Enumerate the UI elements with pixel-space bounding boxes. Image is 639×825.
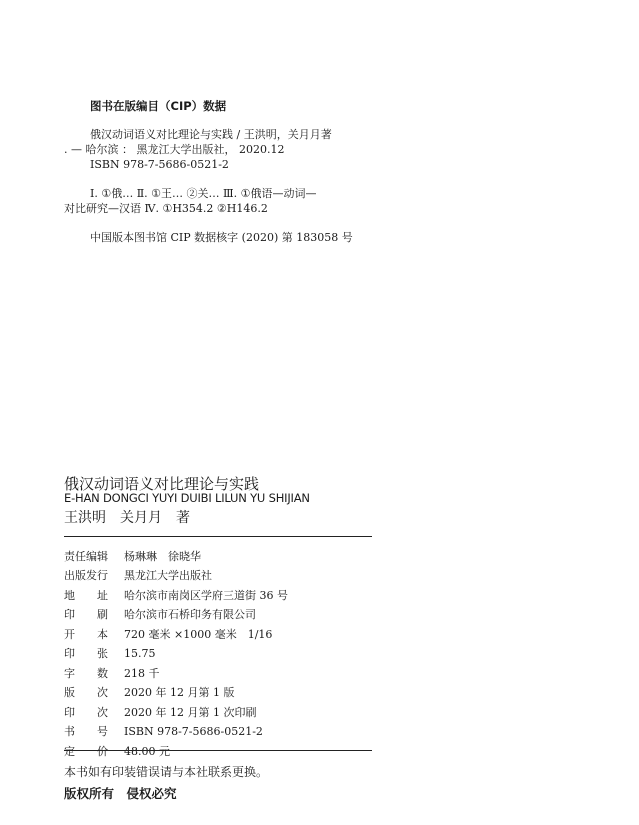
info-row-isbn	[64, 722, 288, 742]
info-value: 黑龙江大学出版社	[124, 569, 212, 583]
info-value: 720 毫米 ×1000 毫米 1/16	[124, 627, 273, 641]
publication-info-table	[64, 546, 288, 761]
info-label: 书 号	[64, 725, 108, 739]
info-label: 责任编辑	[64, 549, 108, 563]
info-row-format	[64, 624, 288, 644]
info-value: 48.00 元	[124, 744, 170, 758]
cip-classification-line-1: Ⅰ. ①俄… Ⅱ. ①王… ②关… Ⅲ. ①俄语—动词—	[90, 187, 317, 200]
cip-heading: 图书在版编目（CIP）数据	[90, 99, 227, 113]
cip-approval-number: 中国版本图书馆 CIP 数据核字 (2020) 第 183058 号	[90, 231, 353, 244]
book-title-pinyin: E-HAN DONGCI YUYI DUIBI LILUN YU SHIJIAN	[64, 491, 310, 505]
info-label: 开 本	[64, 627, 108, 641]
info-label: 定 价	[64, 744, 108, 758]
info-label: 印 次	[64, 705, 108, 719]
divider-top	[64, 536, 372, 537]
info-label: 版 次	[64, 686, 108, 700]
info-row-sheets	[64, 644, 288, 664]
cip-title-line: 俄汉动词语义对比理论与实践 / 王洪明，关月月著	[90, 128, 332, 141]
info-row-printer	[64, 605, 288, 625]
info-value: 218 千	[124, 666, 160, 680]
info-row-publisher	[64, 566, 288, 586]
replacement-notice: 本书如有印装错误请与本社联系更换。	[64, 765, 269, 779]
info-value: 2020 年 12 月第 1 次印刷	[124, 705, 257, 719]
info-row-word-count	[64, 663, 288, 683]
info-row-printing	[64, 702, 288, 722]
info-row-editor	[64, 546, 288, 566]
info-value: 2020 年 12 月第 1 版	[124, 686, 235, 700]
info-value: 哈尔滨市南岗区学府三道街 36 号	[124, 588, 288, 602]
info-row-address	[64, 585, 288, 605]
info-value: 15.75	[124, 646, 156, 660]
copyright-notice: 版权所有 侵权必究	[64, 786, 177, 801]
info-label: 地 址	[64, 588, 108, 602]
divider-bottom	[64, 750, 372, 751]
cip-isbn-line: ISBN 978-7-5686-0521-2	[90, 158, 229, 171]
info-label: 印 张	[64, 647, 108, 661]
info-value: 杨琳琳 徐晓华	[124, 549, 201, 563]
info-label: 出版发行	[64, 569, 108, 583]
info-label: 印 刷	[64, 608, 108, 622]
cip-classification-line-2: 对比研究—汉语 Ⅳ. ①H354.2 ②H146.2	[64, 202, 268, 215]
book-authors: 王洪明 关月月 著	[64, 510, 190, 526]
info-row-edition	[64, 683, 288, 703]
cip-publisher-line: . — 哈尔滨 ： 黑龙江大学出版社， 2020.12	[64, 143, 285, 156]
info-value: 哈尔滨市石桥印务有限公司	[124, 608, 256, 622]
info-label: 字 数	[64, 666, 108, 680]
book-title-chinese: 俄汉动词语义对比理论与实践	[64, 475, 260, 493]
info-value: ISBN 978-7-5686-0521-2	[124, 724, 263, 738]
